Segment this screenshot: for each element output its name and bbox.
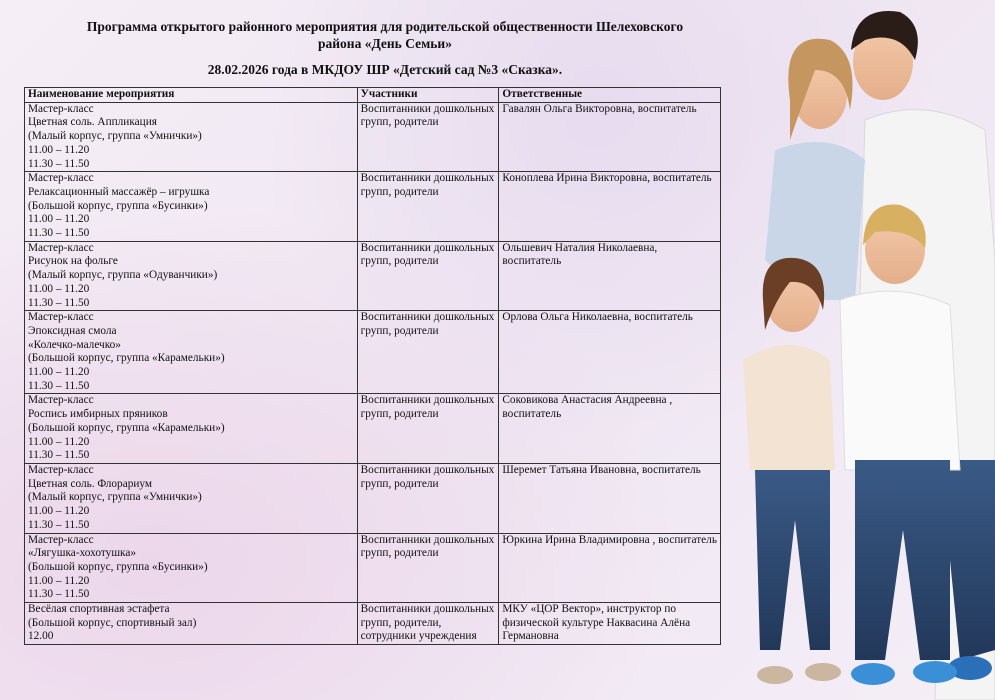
event-cell [25,394,358,464]
column-header-event: Наименование мероприятия [25,88,358,103]
event-line: Цветная соль. Аппликация [28,116,157,129]
event-line: 11.30 – 11.50 [28,296,90,309]
event-line: (Большой корпус, спортивный зал) [28,616,197,629]
event-line: Весёлая спортивная эстафета [28,603,170,616]
event-line: 11.30 – 11.50 [28,449,90,462]
event-line: (Малый корпус, группа «Одуванчики») [28,269,218,282]
event-line: (Большой корпус, группа «Бусинки») [28,560,208,573]
participants-cell: Воспитанники дошкольных групп, родители [357,394,499,464]
event-line: Релаксационный массажёр – игрушка [28,185,210,198]
responsible-cell: Шеремет Татьяна Ивановна, воспитатель [499,463,721,533]
table-row [25,533,721,603]
responsible-cell: Орлова Ольга Николаевна, воспитатель [499,311,721,394]
responsible-cell: Коноплева Ирина Викторовна, воспитатель [499,172,721,242]
event-line: (Малый корпус, группа «Умнички») [28,130,202,143]
event-line: Роспись имбирных пряников [28,408,168,421]
event-line: 11.00 – 11.20 [28,213,90,226]
table-row [25,394,721,464]
table-row [25,311,721,394]
table-row [25,102,721,172]
event-line: Мастер-класс [28,241,94,254]
document-title [40,18,730,52]
event-line: Рисунок на фольге [28,255,118,268]
event-line: Мастер-класс [28,463,94,476]
event-line: 11.00 – 11.20 [28,505,90,518]
event-cell [25,533,358,603]
event-line: 11.30 – 11.50 [28,588,90,601]
participants-cell: Воспитанники дошкольных групп, родители [357,102,499,172]
table-row [25,463,721,533]
responsible-cell: Гавалян Ольга Викторовна, воспитатель [499,102,721,172]
event-line: Мастер-класс [28,394,94,407]
event-cell [25,311,358,394]
participants-cell: Воспитанники дошкольных групп, родители, сотрудники учреждения [357,603,499,645]
event-line: 11.00 – 11.20 [28,435,90,448]
responsible-cell: Юркина Ирина Владимировна , воспитатель [499,533,721,603]
column-header-responsible: Ответственные [499,88,721,103]
event-line: 11.00 – 11.20 [28,143,90,156]
event-date-line: 28.02.2026 года в МКДОУ ШР «Детский сад №3 «Сказка». [207,62,563,77]
program-table-container [24,87,721,655]
event-line: (Большой корпус, группа «Карамельки») [28,352,225,365]
table-row [25,241,721,311]
table-body [25,102,721,644]
participants-cell: Воспитанники дошкольных групп, родители [357,311,499,394]
event-line: 11.30 – 11.50 [28,518,90,531]
event-line: «Колечко-малечко» [28,338,121,351]
column-header-participants: Участники [357,88,499,103]
event-line: Мастер-класс [28,102,94,115]
participants-cell: Воспитанники дошкольных групп, родители [357,463,499,533]
responsible-cell: Соковикова Анастасия Андреевна , воспитатель [499,394,721,464]
event-cell [25,463,358,533]
event-line: (Большой корпус, группа «Карамельки») [28,421,225,434]
event-line: 12.00 [28,630,54,643]
title-line-2: района «День Семьи» [318,36,452,51]
responsible-cell: МКУ «ЦОР Вектор», инструктор по физической культуре Наквасина Алёна Германовна [499,603,721,645]
event-cell [25,603,358,645]
event-line: 11.30 – 11.50 [28,227,90,240]
participants-cell: Воспитанники дошкольных групп, родители [357,533,499,603]
table-header-row [25,88,721,103]
event-line: 11.30 – 11.50 [28,157,90,170]
event-line: (Малый корпус, группа «Умнички») [28,491,202,504]
event-line: Мастер-класс [28,533,94,546]
event-line: 11.00 – 11.20 [28,282,90,295]
event-cell [25,172,358,242]
event-line: Мастер-класс [28,172,94,185]
program-table [24,87,721,645]
event-line: Цветная соль. Флорариум [28,477,153,490]
event-cell [25,241,358,311]
event-line: (Большой корпус, группа «Бусинки») [28,199,208,212]
girl-figure [743,258,841,684]
table-row [25,603,721,645]
responsible-cell: Ольшевич Наталия Николаевна, воспитатель [499,241,721,311]
event-line: Эпоксидная смола [28,324,117,337]
event-line: 11.30 – 11.50 [28,379,90,392]
event-cell [25,102,358,172]
event-line: 11.00 – 11.20 [28,574,90,587]
event-line: 11.00 – 11.20 [28,366,90,379]
event-line: Мастер-класс [28,311,94,324]
participants-cell: Воспитанники дошкольных групп, родители [357,172,499,242]
event-line: «Лягушка-хохотушка» [28,547,136,560]
family-photo [735,0,995,700]
title-line-1: Программа открытого районного мероприятия для родительской общественности Шелеховского [86,19,684,34]
table-row [25,172,721,242]
participants-cell: Воспитанники дошкольных групп, родители [357,241,499,311]
